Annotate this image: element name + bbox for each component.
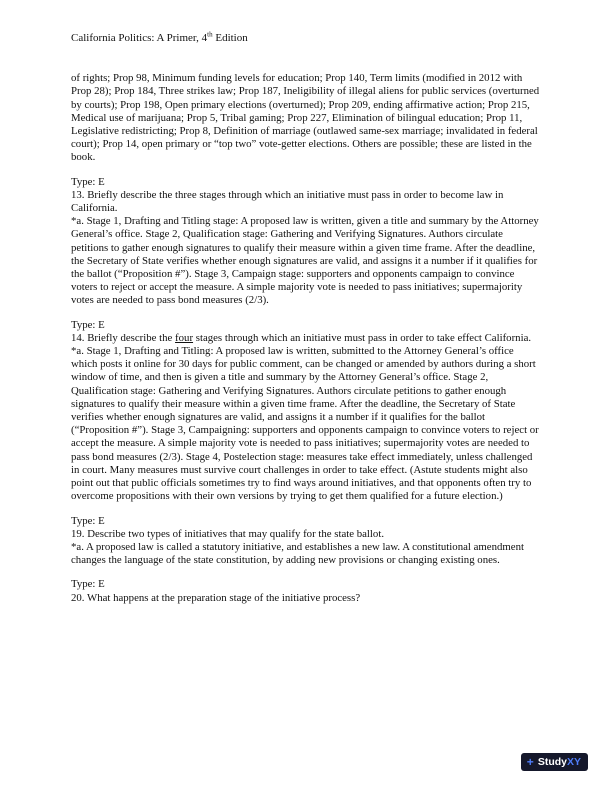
intro-paragraph: of rights; Prop 98, Minimum funding levels for education; Prop 140, Term limits (modified in 2012 with Prop 28); Prop 184, Three strikes law; Prop 187, Ineligibility of illegal aliens for public services (overturned by courts); Prop 198, Open primary elections (overturned); Prop 209, ending affirmative action; Prop 215, Medical use of marijuana; Prop 5, Tribal gaming; Prop 227, Elimination of bilingual education; Prop 11, Legislative redistricting; Prop 8, Definition of marriage (outlawed same-sex marriage; invalidated in federal court); Prop 14, open primary or “top two” vote-getter elections. Others are possible; these are listed in the book. <box>71 72 540 164</box>
studyxy-logo <box>521 753 588 771</box>
question-block-20 <box>71 578 542 604</box>
question-14-underlined-word: four <box>175 331 194 344</box>
question-text-14 <box>71 332 542 345</box>
page-content <box>71 32 542 605</box>
plus-icon: + <box>526 755 534 769</box>
title-suffix: Edition <box>212 32 248 44</box>
brand-name-study: Study <box>537 756 567 768</box>
question-block-13 <box>71 176 542 308</box>
document-title <box>71 32 542 45</box>
answer-text-19: *a. A proposed law is called a statutory initiative, and establishes a new law. A constitutional amendment changes the language of the state constitution, by adding new provisions or changing existing ones. <box>71 540 524 567</box>
type-label-13: Type: E <box>71 175 105 188</box>
brand-name-xy: XY <box>566 756 581 768</box>
answer-text-13: *a. Stage 1, Drafting and Titling stage: A proposed law is written, given a title and summary by the Attorney General’s office. Stage 2, Qualification stage: Gathering and Verifying Signatures. Authors circulate petitions to gather enough signatures to qualify their measure within a given time frame. After the deadline, the Secretary of State verifies whether enough signatures are valid, and assigns it a number if it qualifies for the ballot (“Proposition #”). Stage 3, Campaign stage: supporters and opponents campaign to convince voters to reject or accept the measure. A simple majority vote is needed to pass initiatives; supermajority votes are needed to pass bond measures (2/3). <box>71 215 539 307</box>
question-block-14 <box>71 319 542 504</box>
question-text-13: 13. Briefly describe the three stages through which an initiative must pass in order to become law in California. <box>71 188 504 215</box>
title-superscript: th <box>207 30 213 39</box>
type-label-20: Type: E <box>71 578 105 591</box>
title-text: California Politics: A Primer, 4 <box>71 32 208 44</box>
type-label-14: Type: E <box>71 318 105 331</box>
question-14-prefix: 14. Briefly describe the <box>71 331 176 344</box>
question-text-19: 19. Describe two types of initiatives that may qualify for the state ballot. <box>71 527 385 540</box>
question-block-19 <box>71 515 542 568</box>
brand-name <box>538 756 581 768</box>
question-text-20: 20. What happens at the preparation stage of the initiative process? <box>71 591 361 604</box>
type-label-19: Type: E <box>71 514 105 527</box>
answer-text-14: *a. Stage 1, Drafting and Titling: A proposed law is written, submitted to the Attorney General’s office which posts it online for 30 days for public comment, can be changed or amended by authors during a short window of time, and then is given a title and summary by the Attorney General’s office. Stage 2, Qualification stage: Gathering and Verifying Signatures. Authors circulate petitions to gather enough signatures to qualify their measure within a given time frame. After the deadline, the Secretary of State verifies whether enough signatures are valid, and assigns it a number if it qualifies for the ballot (“Proposition #”). Stage 3, Campaigning: supporters and opponents campaign to convince voters to reject or accept the measure. A simple majority vote is needed to pass initiatives; supermajority votes are needed to pass bond measures (2/3). Stage 4, Postelection stage: measures take effect immediately, unless challenged in court. Many measures must survive court challenges in order to take effect. (Astute students might also point out that public officials sometimes try to find ways around initiatives, and that opponents often try to overcome propositions with their own versions by trying to get them qualified for a future election.) <box>71 345 539 503</box>
question-14-suffix: stages through which an initiative must pass in order to take effect California. <box>193 331 532 344</box>
